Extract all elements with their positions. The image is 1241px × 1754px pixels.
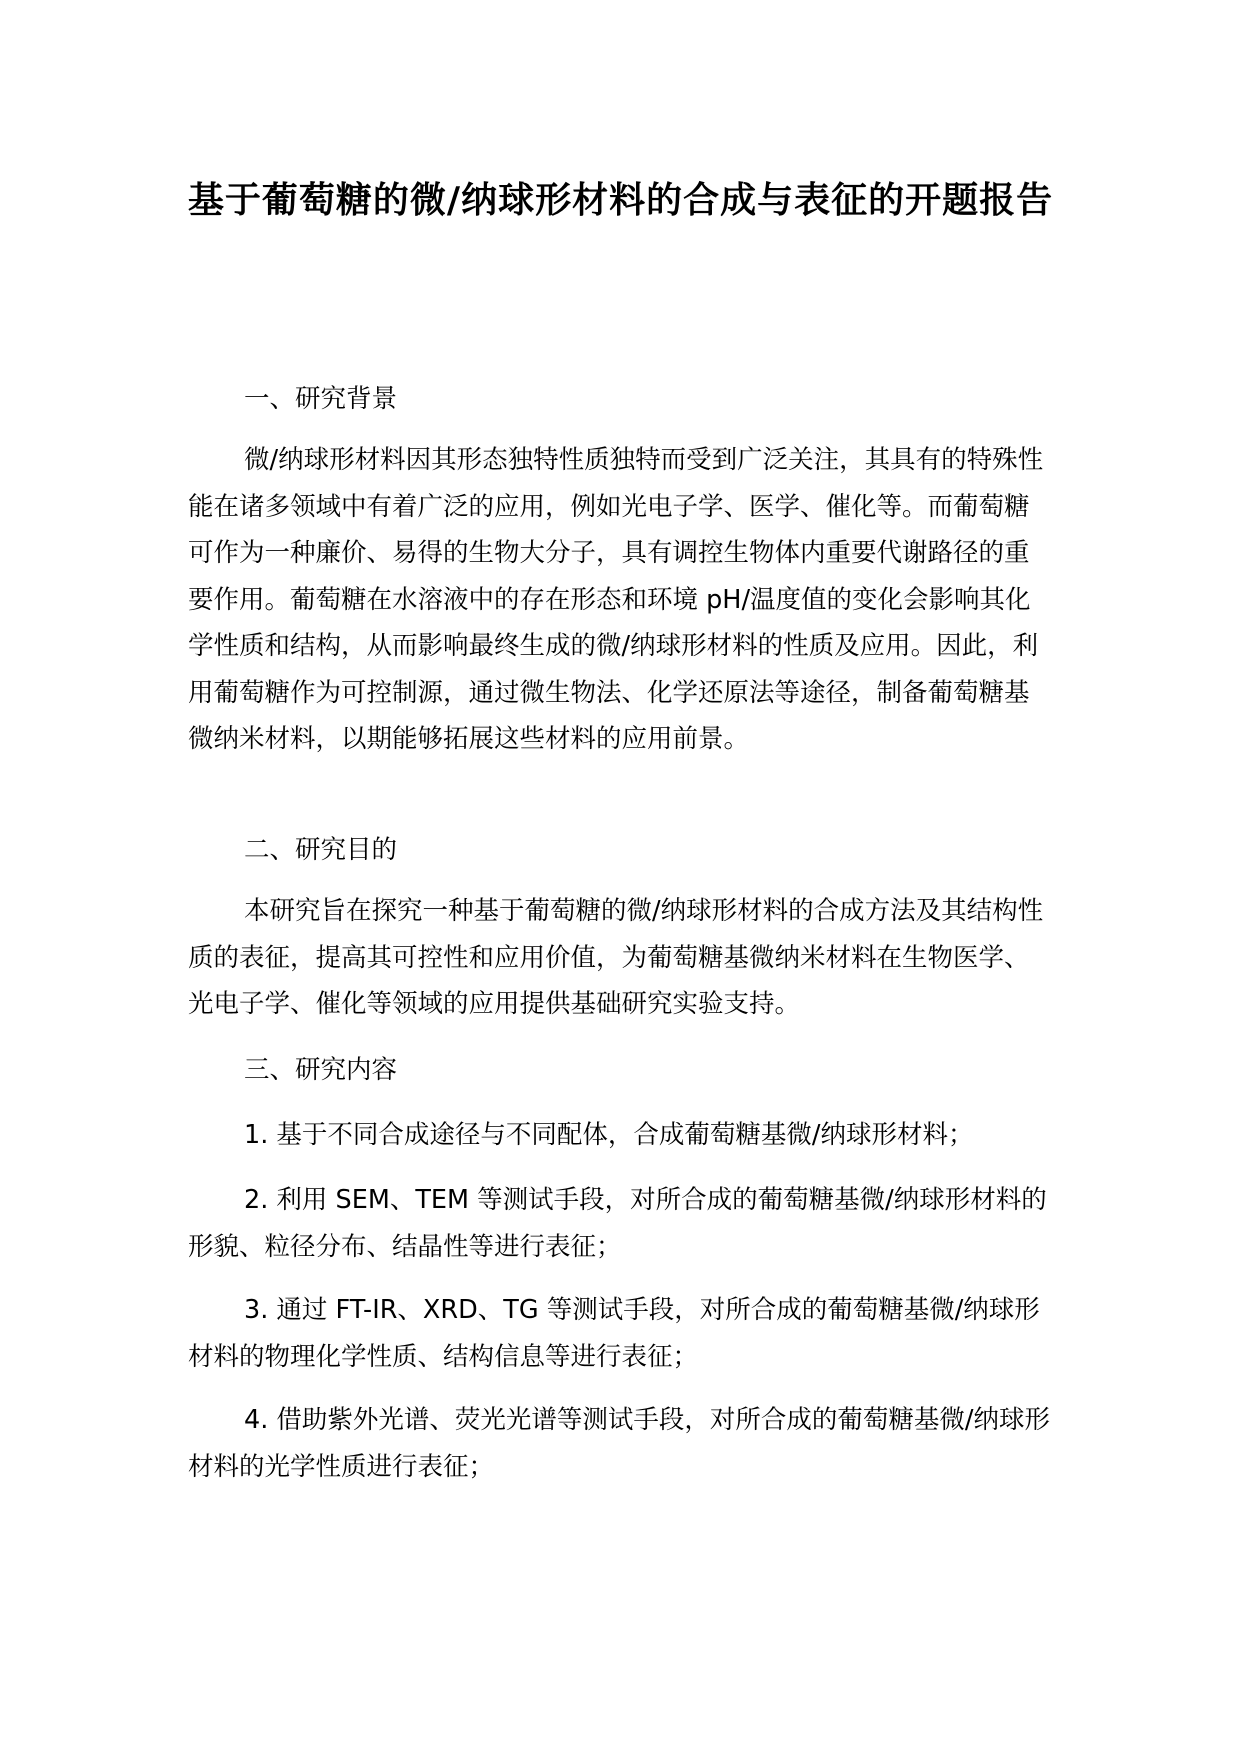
content-item-2: 2. 利用 SEM、TEM 等测试手段，对所合成的葡萄糖基微/纳球形材料的形貌、粒径分布、结晶性等进行表征； — [188, 1185, 1047, 1262]
section-heading-purpose: 二、研究目的 — [244, 835, 398, 865]
background-paragraph: 微/纳球形材料因其形态独特性质独特而受到广泛关注，其具有的特殊性能在诸多领域中有着广泛的应用，例如光电子学、医学、催化等。而葡萄糖可作为一种廉价、易得的生物大分子，具有调控生物体内重要代谢路径的重要作用。葡萄糖在水溶液中的存在形态和环境 pH/温度值的变化会影响其化学性质和结构，从而影响最终生成的微/纳球形材料的性质及应用。因此，利用葡萄糖作为可控制源，通过微生物法、化学还原法等途径，制备葡萄糖基微纳米材料，以期能够拓展这些材料的应用前景。 — [188, 445, 1044, 754]
purpose-paragraph: 本研究旨在探究一种基于葡萄糖的微/纳球形材料的合成方法及其结构性质的表征，提高其可控性和应用价值，为葡萄糖基微纳米材料在生物医学、光电子学、催化等领域的应用提供基础研究实验支持。 — [188, 896, 1044, 1019]
content-item-4: 4. 借助紫外光谱、荧光光谱等测试手段，对所合成的葡萄糖基微/纳球形材料的光学性质进行表征； — [188, 1405, 1051, 1482]
document-title: 基于葡萄糖的微/纳球形材料的合成与表征的开题报告 — [187, 180, 1054, 221]
content-item-1: 1. 基于不同合成途径与不同配体，合成葡萄糖基微/纳球形材料； — [244, 1120, 974, 1150]
content-item-3: 3. 通过 FT-IR、XRD、TG 等测试手段，对所合成的葡萄糖基微/纳球形材料的物理化学性质、结构信息等进行表征； — [188, 1295, 1040, 1372]
section-heading-background: 一、研究背景 — [244, 384, 398, 414]
section-heading-content: 三、研究内容 — [244, 1055, 398, 1085]
